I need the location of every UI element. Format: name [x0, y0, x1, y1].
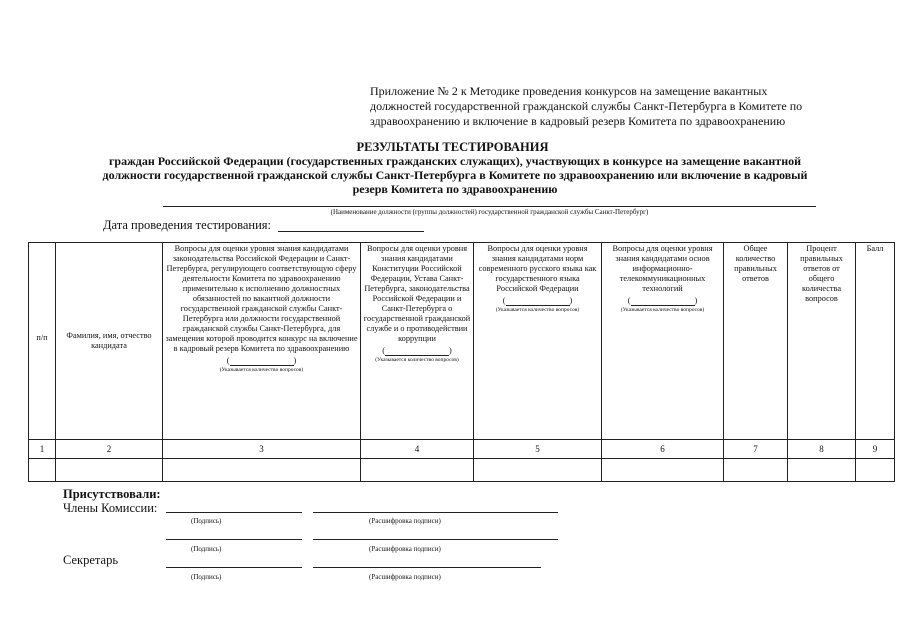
document-subtitle: [60, 154, 850, 196]
table-cell[interactable]: [856, 459, 895, 482]
column-number: 1: [29, 440, 56, 459]
constitution-count-blank: ( ): [382, 346, 452, 355]
header-russian-language-questions: [474, 243, 602, 440]
test-date-label: Дата проведения тестирования:: [103, 218, 272, 232]
header-it-text: Вопросы для оценки уровня знания кандидатами основ информационно-телекоммуникационных технологий: [612, 244, 713, 293]
appendix-line-2: должностей государственной гражданской службы Санкт-Петербурга в Комитете по: [370, 99, 803, 113]
secretary-label: Секретарь: [63, 553, 119, 567]
column-number: 7: [724, 440, 788, 459]
table-cell[interactable]: [724, 459, 788, 482]
constitution-count-note: (Указывается количество вопросов): [375, 357, 459, 363]
member-1-signature-caption: (Подпись): [191, 517, 222, 525]
column-number-row: [29, 440, 895, 459]
table-cell[interactable]: [163, 459, 361, 482]
header-total-correct: Общее количество правильных ответов: [724, 243, 788, 440]
legislation-count-note: (Указывается количество вопросов): [219, 367, 304, 373]
header-number: п/п: [29, 243, 56, 440]
header-candidate-name: Фамилия, имя, отчество кандидата: [56, 243, 163, 440]
secretary-decode-line: [313, 567, 541, 568]
table-row: [29, 459, 895, 482]
member-1-decode-caption: (Расшифровка подписи): [369, 517, 441, 525]
table-cell[interactable]: [602, 459, 724, 482]
header-russian-language-text: Вопросы для оценки уровня знания кандидатами норм современного русского языка как государственного языка Российской Федерации: [478, 244, 597, 293]
it-count-note: (Указывается количество вопросов): [620, 307, 705, 313]
column-number: 8: [788, 440, 856, 459]
table-header-row: [29, 243, 895, 440]
results-table: [28, 242, 895, 482]
header-score: Балл: [856, 243, 895, 440]
subtitle-line-1: граждан Российской Федерации (государственных гражданских служащих), участвующих в конкурсе на замещение вакантной: [108, 154, 802, 168]
member-2-signature-line: [166, 539, 302, 540]
table-cell[interactable]: [788, 459, 856, 482]
table-cell[interactable]: [29, 459, 56, 482]
table-cell[interactable]: [361, 459, 474, 482]
member-1-decode-line: [313, 512, 558, 513]
member-1-signature-line: [166, 512, 302, 513]
appendix-note: [370, 84, 870, 129]
header-legislation-text: Вопросы для оценки уровня знания кандидатами законодательства Российской Федерации и Санкт-Петербурга, регулирующего соответствующую сферу деятельности Комитета по здравоохранению применительно к исполнению должностных обязанностей по вакантной должности государственной гражданской службы Санкт-Петербурга или должности государственной гражданской службы Санкт-Петербурга, для замещения которой проводится конкурс на включение в кадровый резерв Комитета по здравоохранению: [165, 244, 358, 353]
test-date-blank: [278, 231, 424, 232]
secretary-signature-line: [166, 567, 302, 568]
column-number: 5: [474, 440, 602, 459]
header-it-questions: [602, 243, 724, 440]
column-number: 4: [361, 440, 474, 459]
position-blank-line: [163, 206, 816, 207]
russian-count-note: (Указывается количество вопросов): [495, 307, 580, 313]
member-2-signature-caption: (Подпись): [191, 545, 222, 553]
column-number: 3: [163, 440, 361, 459]
table-cell[interactable]: [474, 459, 602, 482]
header-constitution-text: Вопросы для оценки уровня знания кандидатами Конституции Российской Федерации, Устава Санкт-Петербурга, законодательства Российской Федерации и Санкт-Петербурга о государственной гражданской службе и о противодействии коррупции: [363, 244, 471, 343]
header-percent-correct: Процент правильных ответов от общего количества вопросов: [788, 243, 856, 440]
column-number: 9: [856, 440, 895, 459]
russian-count-blank: ( ): [502, 296, 573, 305]
legislation-count-blank: ( ): [226, 356, 297, 365]
position-caption: (Наименование должности (группы должностей) государственной гражданской службы Санкт-Петербург): [330, 208, 649, 216]
secretary-signature-caption: (Подпись): [191, 573, 222, 581]
appendix-line-3: здравоохранению и включение в кадровый резерв Комитета по здравоохранению: [370, 114, 786, 128]
document-title: РЕЗУЛЬТАТЫ ТЕСТИРОВАНИЯ: [356, 140, 549, 154]
column-number: 2: [56, 440, 163, 459]
member-2-decode-caption: (Расшифровка подписи): [369, 545, 441, 553]
present-label: Присутствовали:: [63, 487, 161, 501]
appendix-line-1: Приложение № 2 к Методике проведения конкурсов на замещение вакантных: [370, 84, 768, 98]
subtitle-line-2: должности государственной гражданской службы Санкт-Петербурга в Комитете по здравоохранению или включение в кадровый: [102, 168, 808, 182]
header-legislation-questions: [163, 243, 361, 440]
header-constitution-questions: [361, 243, 474, 440]
subtitle-line-3: резерв Комитета по здравоохранению: [352, 182, 558, 196]
column-number: 6: [602, 440, 724, 459]
secretary-decode-caption: (Расшифровка подписи): [369, 573, 441, 581]
table-cell[interactable]: [56, 459, 163, 482]
member-2-decode-line: [313, 539, 558, 540]
members-label: Члены Комиссии:: [63, 501, 158, 515]
it-count-blank: ( ): [627, 296, 698, 305]
